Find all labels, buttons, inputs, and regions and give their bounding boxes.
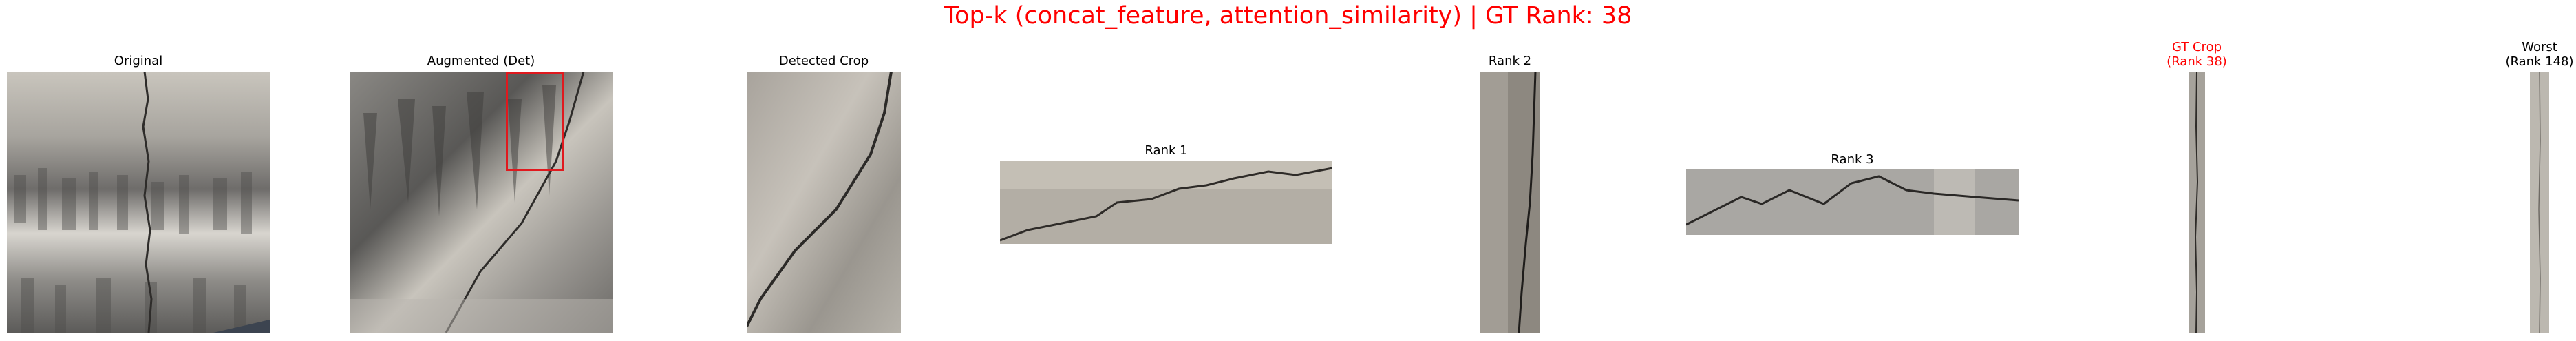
- detected-crop-image: [747, 72, 901, 333]
- panel-title-augmented: Augmented (Det): [427, 54, 535, 68]
- gt-crop-image: [2189, 72, 2205, 333]
- original-image: [7, 72, 270, 333]
- detection-bounding-box: [506, 72, 564, 171]
- figure-title: Top-k (concat_feature, attention_similarity) | GT Rank: 38: [944, 2, 1632, 30]
- panel-title-original: Original: [114, 54, 163, 68]
- worst-image: [2530, 72, 2549, 333]
- panel-title-rank1: Rank 1: [1145, 143, 1188, 158]
- panel-title-rank3: Rank 3: [1831, 152, 1874, 167]
- rank2-image: [1480, 72, 1540, 333]
- rank3-image: [1686, 169, 2019, 235]
- panel-title-detected-crop: Detected Crop: [778, 54, 869, 68]
- panel-title-gt-crop: GT Crop (Rank 38): [2167, 40, 2227, 69]
- panel-title-rank2: Rank 2: [1488, 54, 1532, 68]
- augmented-image: [350, 72, 613, 333]
- panel-title-worst: Worst (Rank 148): [2505, 40, 2574, 69]
- rank1-image: [1000, 161, 1332, 244]
